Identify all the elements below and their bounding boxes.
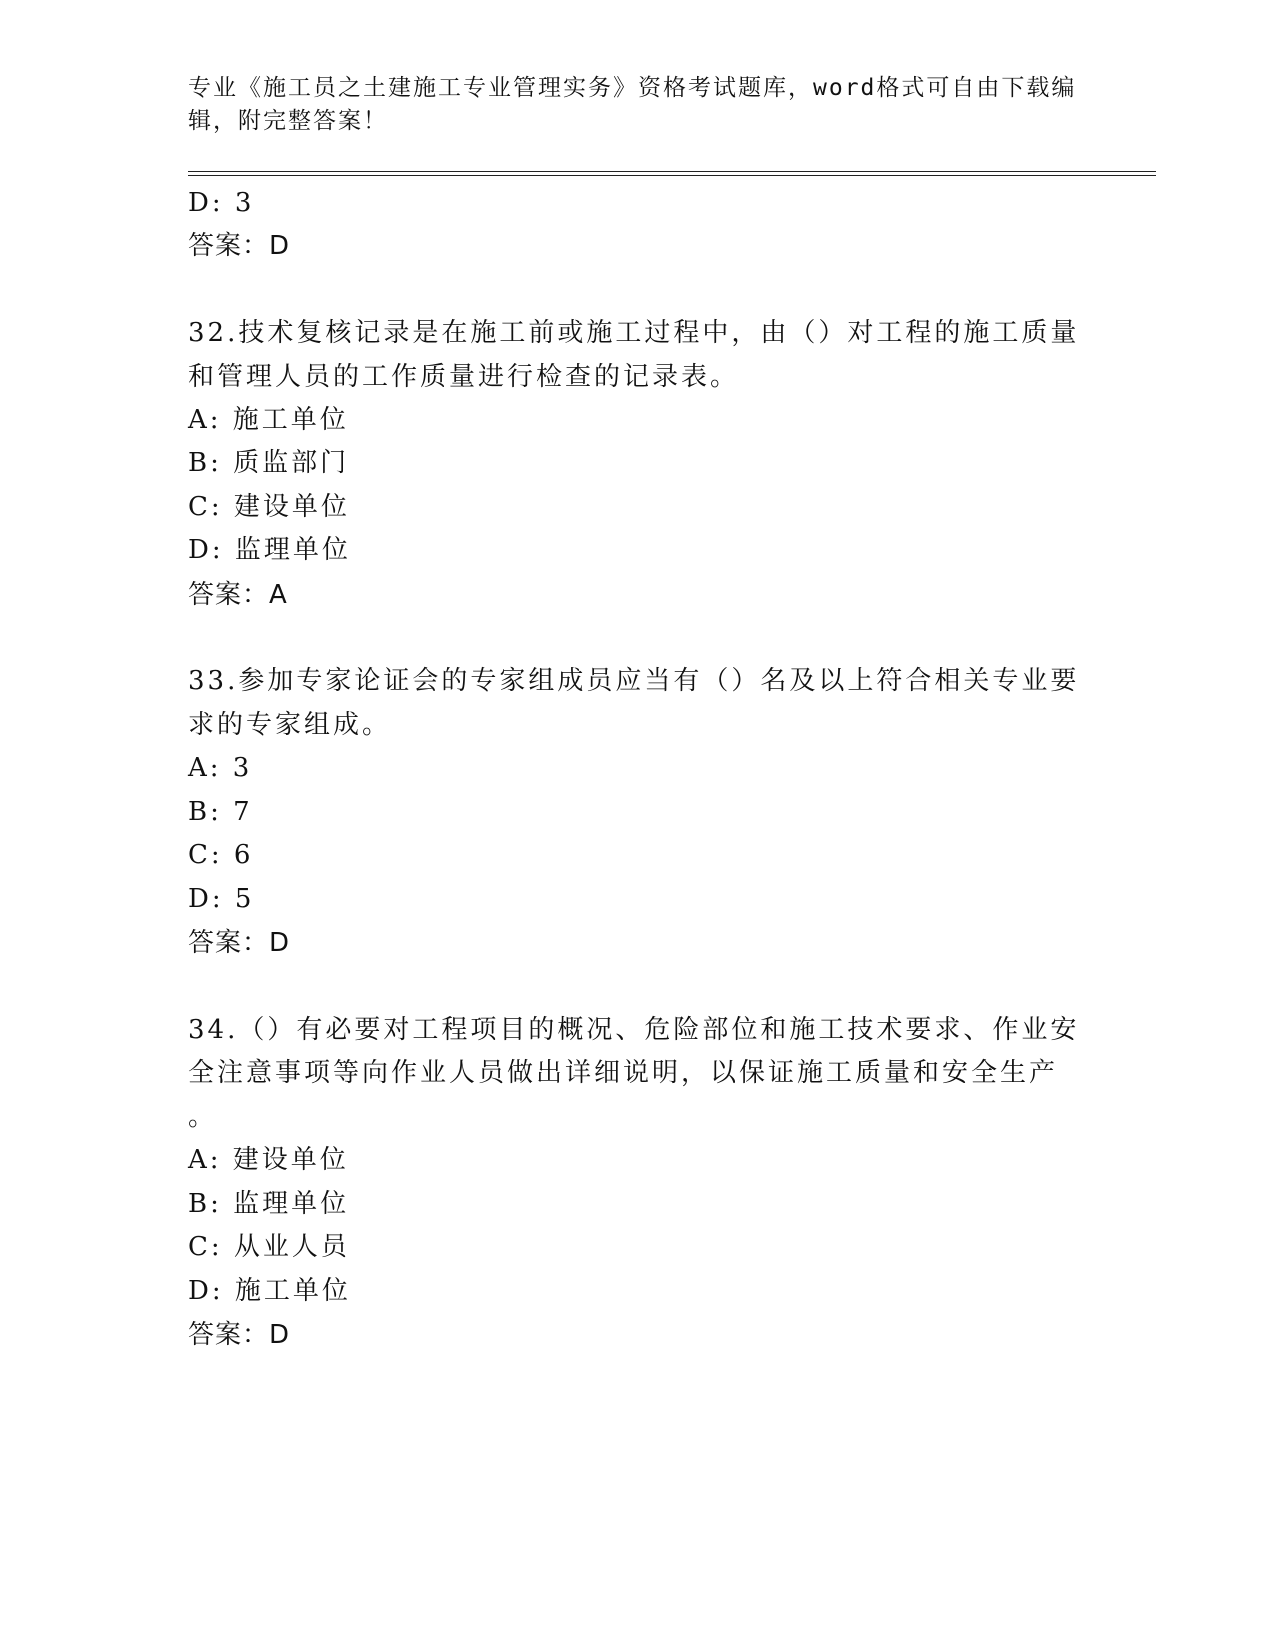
option-d: D: 监理单位 [188, 535, 351, 565]
option-d: D: 3 [188, 188, 255, 218]
header-rule-top [188, 171, 1156, 172]
option-c: C: 从业人员 [188, 1232, 350, 1262]
header-line-1: 专业《施工员之土建施工专业管理实务》资格考试题库，word格式可自由下载编 [188, 75, 1077, 101]
option-a: A: 施工单位 [188, 405, 349, 435]
option-b: B: 质监部门 [188, 448, 350, 478]
question-stem: 求的专家组成。 [188, 710, 392, 740]
option-a: A: 建设单位 [188, 1145, 349, 1175]
page-header [188, 72, 1078, 138]
question-stem: 。 [188, 1102, 218, 1132]
option-d: D: 5 [188, 884, 255, 914]
header-rule-bottom [188, 175, 1156, 176]
option-b: B: 7 [188, 797, 253, 827]
option-c: C: 建设单位 [188, 492, 350, 522]
answer-label: 答案：D [188, 928, 291, 958]
answer-label: 答案：D [188, 1320, 291, 1350]
question-stem: 34.（）有必要对工程项目的概况、危险部位和施工技术要求、作业安 [188, 1015, 1080, 1045]
header-line-2: 辑，附完整答案！ [188, 108, 388, 134]
option-a: A: 3 [188, 753, 253, 783]
question-stem: 33.参加专家论证会的专家组成员应当有（）名及以上符合相关专业要 [188, 666, 1080, 696]
question-stem: 全注意事项等向作业人员做出详细说明，以保证施工质量和安全生产 [188, 1058, 1059, 1088]
option-d: D: 施工单位 [188, 1276, 351, 1306]
question-stem: 32.技术复核记录是在施工前或施工过程中，由（）对工程的施工质量 [188, 318, 1080, 348]
answer-label: 答案：A [188, 580, 288, 610]
answer-label: 答案：D [188, 231, 291, 261]
option-b: B: 监理单位 [188, 1189, 350, 1219]
question-stem: 和管理人员的工作质量进行检查的记录表。 [188, 362, 740, 392]
option-c: C: 6 [188, 840, 254, 870]
